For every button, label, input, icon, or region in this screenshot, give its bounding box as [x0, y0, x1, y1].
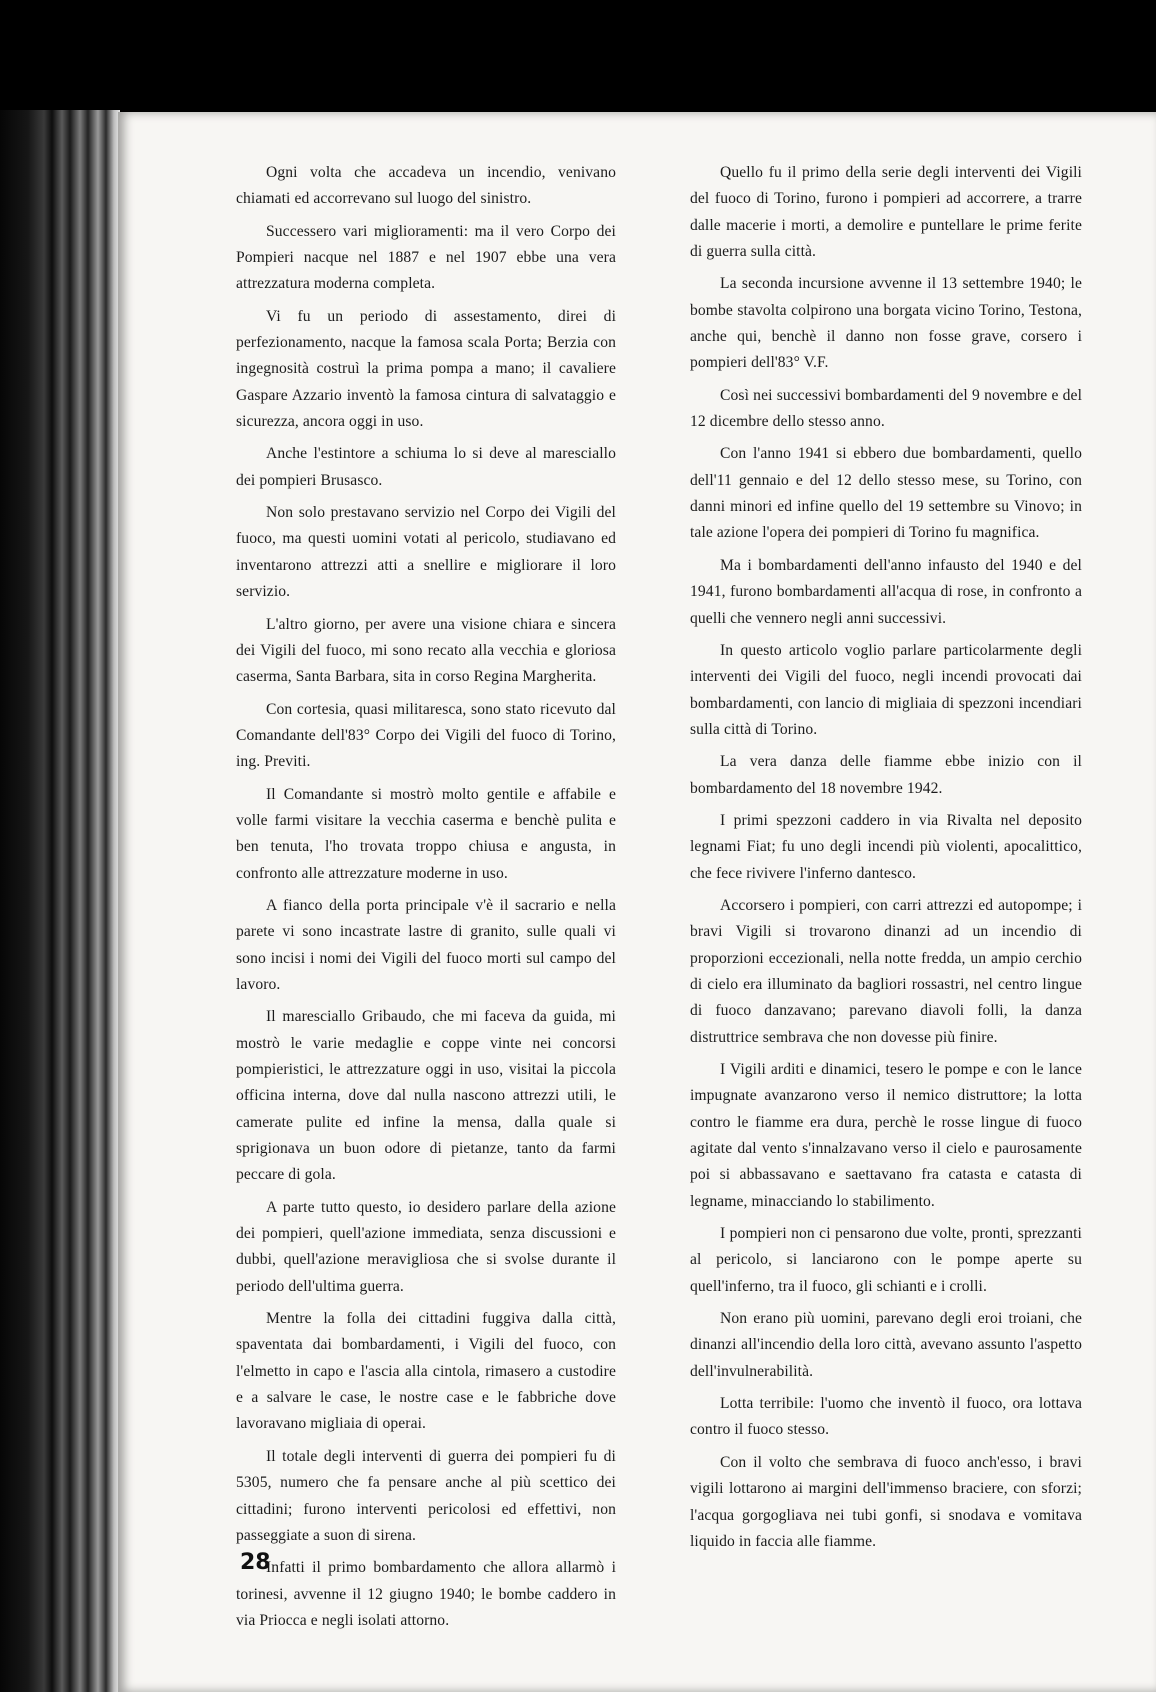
paragraph: La vera danza delle fiamme ebbe inizio con il bombardamento del 18 novembre 1942.	[690, 753, 1082, 797]
paragraph: Anche l'estintore a schiuma lo si deve al maresciallo dei pompieri Brusasco.	[236, 445, 616, 489]
paragraph: A fianco della porta principale v'è il sacrario e nella parete vi sono incastrate lastre di granito, sulle quali vi sono incisi i nomi dei Vigili del fuoco morti sul campo del lavoro.	[236, 896, 616, 993]
book-spine-edge	[0, 110, 120, 1692]
paragraph: Mentre la folla dei cittadini fuggiva dalla città, spaventata dai bombardamenti, i Vigili del fuoco, con l'elmetto in capo e l'ascia alla cintola, rimasero a custodire e a salvare le case, le nostre case e le fabbriche dove lavoravano migliaia di operai.	[236, 1310, 616, 1433]
paragraph: Infatti il primo bombardamento che allora allarmò i torinesi, avvenne il 12 giugno 1940; le bombe caddero in via Priocca e negli isolati attorno.	[236, 1559, 616, 1629]
paragraph: Con cortesia, quasi militaresca, sono stato ricevuto dal Comandante dell'83° Corpo dei Vigili del fuoco di Torino, ing. Previti.	[236, 700, 616, 771]
paragraph: L'altro giorno, per avere una visione chiara e sincera dei Vigili del fuoco, mi sono recato alla vecchia e gloriosa caserma, Santa Barbara, sita in corso Regina Margherita.	[236, 615, 616, 686]
paragraph: Accorsero i pompieri, con carri attrezzi ed autopompe; i bravi Vigili si trovarono dinanzi ad un incendio di proporzioni eccezionali, nella notte fredda, un ampio cerchio di cielo era illuminato da bagliori rossastri, nel centro lingue di fuoco danzavano; parevano diavoli folli, la danza distruttrice sembrava che non dovesse più finire.	[690, 896, 1082, 1046]
paragraph: Con il volto che sembrava di fuoco anch'esso, i bravi vigili lottarono ai margini dell'immenso braciere, con sforzi; l'acqua gorgogliava nei tubi gonfi, si snodava e vomitava liquido in faccia alle fiamme.	[690, 1453, 1082, 1550]
paragraph: Successero vari miglioramenti: ma il vero Corpo dei Pompieri nacque nel 1887 e nel 1907 ebbe una vera attrezzatura moderna completa.	[236, 222, 616, 293]
paragraph: Il totale degli interventi di guerra dei pompieri fu di 5305, numero che fa pensare anche al più scettico dei cittadini; furono interventi pericolosi ed effettivi, non passeggiate a suon di sirena.	[236, 1447, 616, 1544]
paragraph: Ogni volta che accadeva un incendio, venivano chiamati ed accorrevano sul luogo del sinistro.	[236, 164, 616, 208]
paragraph: Vi fu un periodo di assestamento, direi di perfezionamento, nacque la famosa scala Porta; Berzia con ingegnosità costruì la prima pompa a mano; il cavaliere Gaspare Azzario inventò la famosa cintura di salvataggio e sicurezza, ancora oggi in uso.	[236, 307, 616, 431]
paragraph: Ma i bombardamenti dell'anno infausto del 1940 e del 1941, furono bombardamenti all'acqua di rose, in confronto a quelli che vennero negli anni successivi.	[690, 556, 1082, 627]
text-column-left	[236, 160, 616, 1640]
paragraph: Con l'anno 1941 si ebbero due bombardamenti, quello dell'11 gennaio e del 12 dello stesso mese, su Torino, con danni minori ed infine quello del 19 settembre su Vinovo; in tale azione l'opera dei pompieri di Torino fu magnifica.	[690, 445, 1082, 542]
paragraph: Lotta terribile: l'uomo che inventò il fuoco, ora lottava contro il fuoco stesso.	[690, 1395, 1082, 1439]
paragraph: Così nei successivi bombardamenti del 9 novembre e del 12 dicembre dello stesso anno.	[690, 386, 1082, 431]
text-column-right	[690, 160, 1082, 1561]
paragraph: Quello fu il primo della serie degli interventi dei Vigili del fuoco di Torino, furono i pompieri ad accorrere, a trarre dalle macerie i morti, a demolire e puntellare le prime ferite di guerra sulla città.	[690, 164, 1082, 261]
paragraph: Il maresciallo Gribaudo, che mi faceva da guida, mi mostrò le varie medaglie e coppe vinte nei concorsi pompieristici, le attrezzature oggi in uso, visitai la piccola officina interna, dove dal nulla nascono attrezzi utili, le camerate pulite ed infine la mensa, dalla quale si sprigionava un buon odore di pietanze, tanto da farmi peccare di gola.	[236, 1008, 616, 1184]
paragraph: In questo articolo voglio parlare particolarmente degli interventi dei Vigili del fuoco, negli incendi provocati dai bombardamenti, con lancio di migliaia di spezzoni incendiari sulla città di Torino.	[690, 641, 1082, 738]
paragraph: I pompieri non ci pensarono due volte, pronti, sprezzanti al pericolo, si lanciarono con le pompe aperte su quell'inferno, tra il fuoco, gli schianti e i crolli.	[690, 1225, 1082, 1295]
paragraph: Non solo prestavano servizio nel Corpo dei Vigili del fuoco, ma questi uomini votati al pericolo, studiavano ed inventarono attrezzi atti a snellire e migliorare il loro servizio.	[236, 504, 616, 601]
page-number: 28	[240, 1550, 271, 1575]
paragraph: Non erano più uomini, parevano degli eroi troiani, che dinanzi all'incendio della loro città, avevano assunto l'aspetto dell'invulnerabilità.	[690, 1310, 1082, 1380]
paragraph: Il Comandante si mostrò molto gentile e affabile e volle farmi visitare la vecchia caserma e benchè pulita e ben tenuta, l'ho trovata troppo chiusa e angusta, in confronto alle attrezzature moderne in uso.	[236, 785, 616, 882]
paragraph: I Vigili arditi e dinamici, tesero le pompe e con le lance impugnate avanzarono verso il nemico distruttore; la lotta contro le fiamme era dura, perchè le rosse lingue di fuoco agitate dal vento s'innalzavano verso il cielo e paurosamente poi si abbassavano e saettavano fra catasta e catasta di legname, minacciando lo stabilimento.	[690, 1061, 1082, 1210]
paragraph: A parte tutto questo, io desidero parlare della azione dei pompieri, quell'azione immediata, senza discussioni e dubbi, quell'azione meravigliosa che si svolse durante il periodo dell'ultima guerra.	[236, 1198, 616, 1295]
paragraph: La seconda incursione avvenne il 13 settembre 1940; le bombe stavolta colpirono una borgata vicino Torino, Testona, anche qui, benchè il danno non fosse grave, corsero i pompieri dell'83° V.F.	[690, 275, 1082, 372]
paragraph: I primi spezzoni caddero in via Rivalta nel deposito legnami Fiat; fu uno degli incendi più violenti, apocalittico, che fece rivivere l'inferno dantesco.	[690, 811, 1082, 882]
